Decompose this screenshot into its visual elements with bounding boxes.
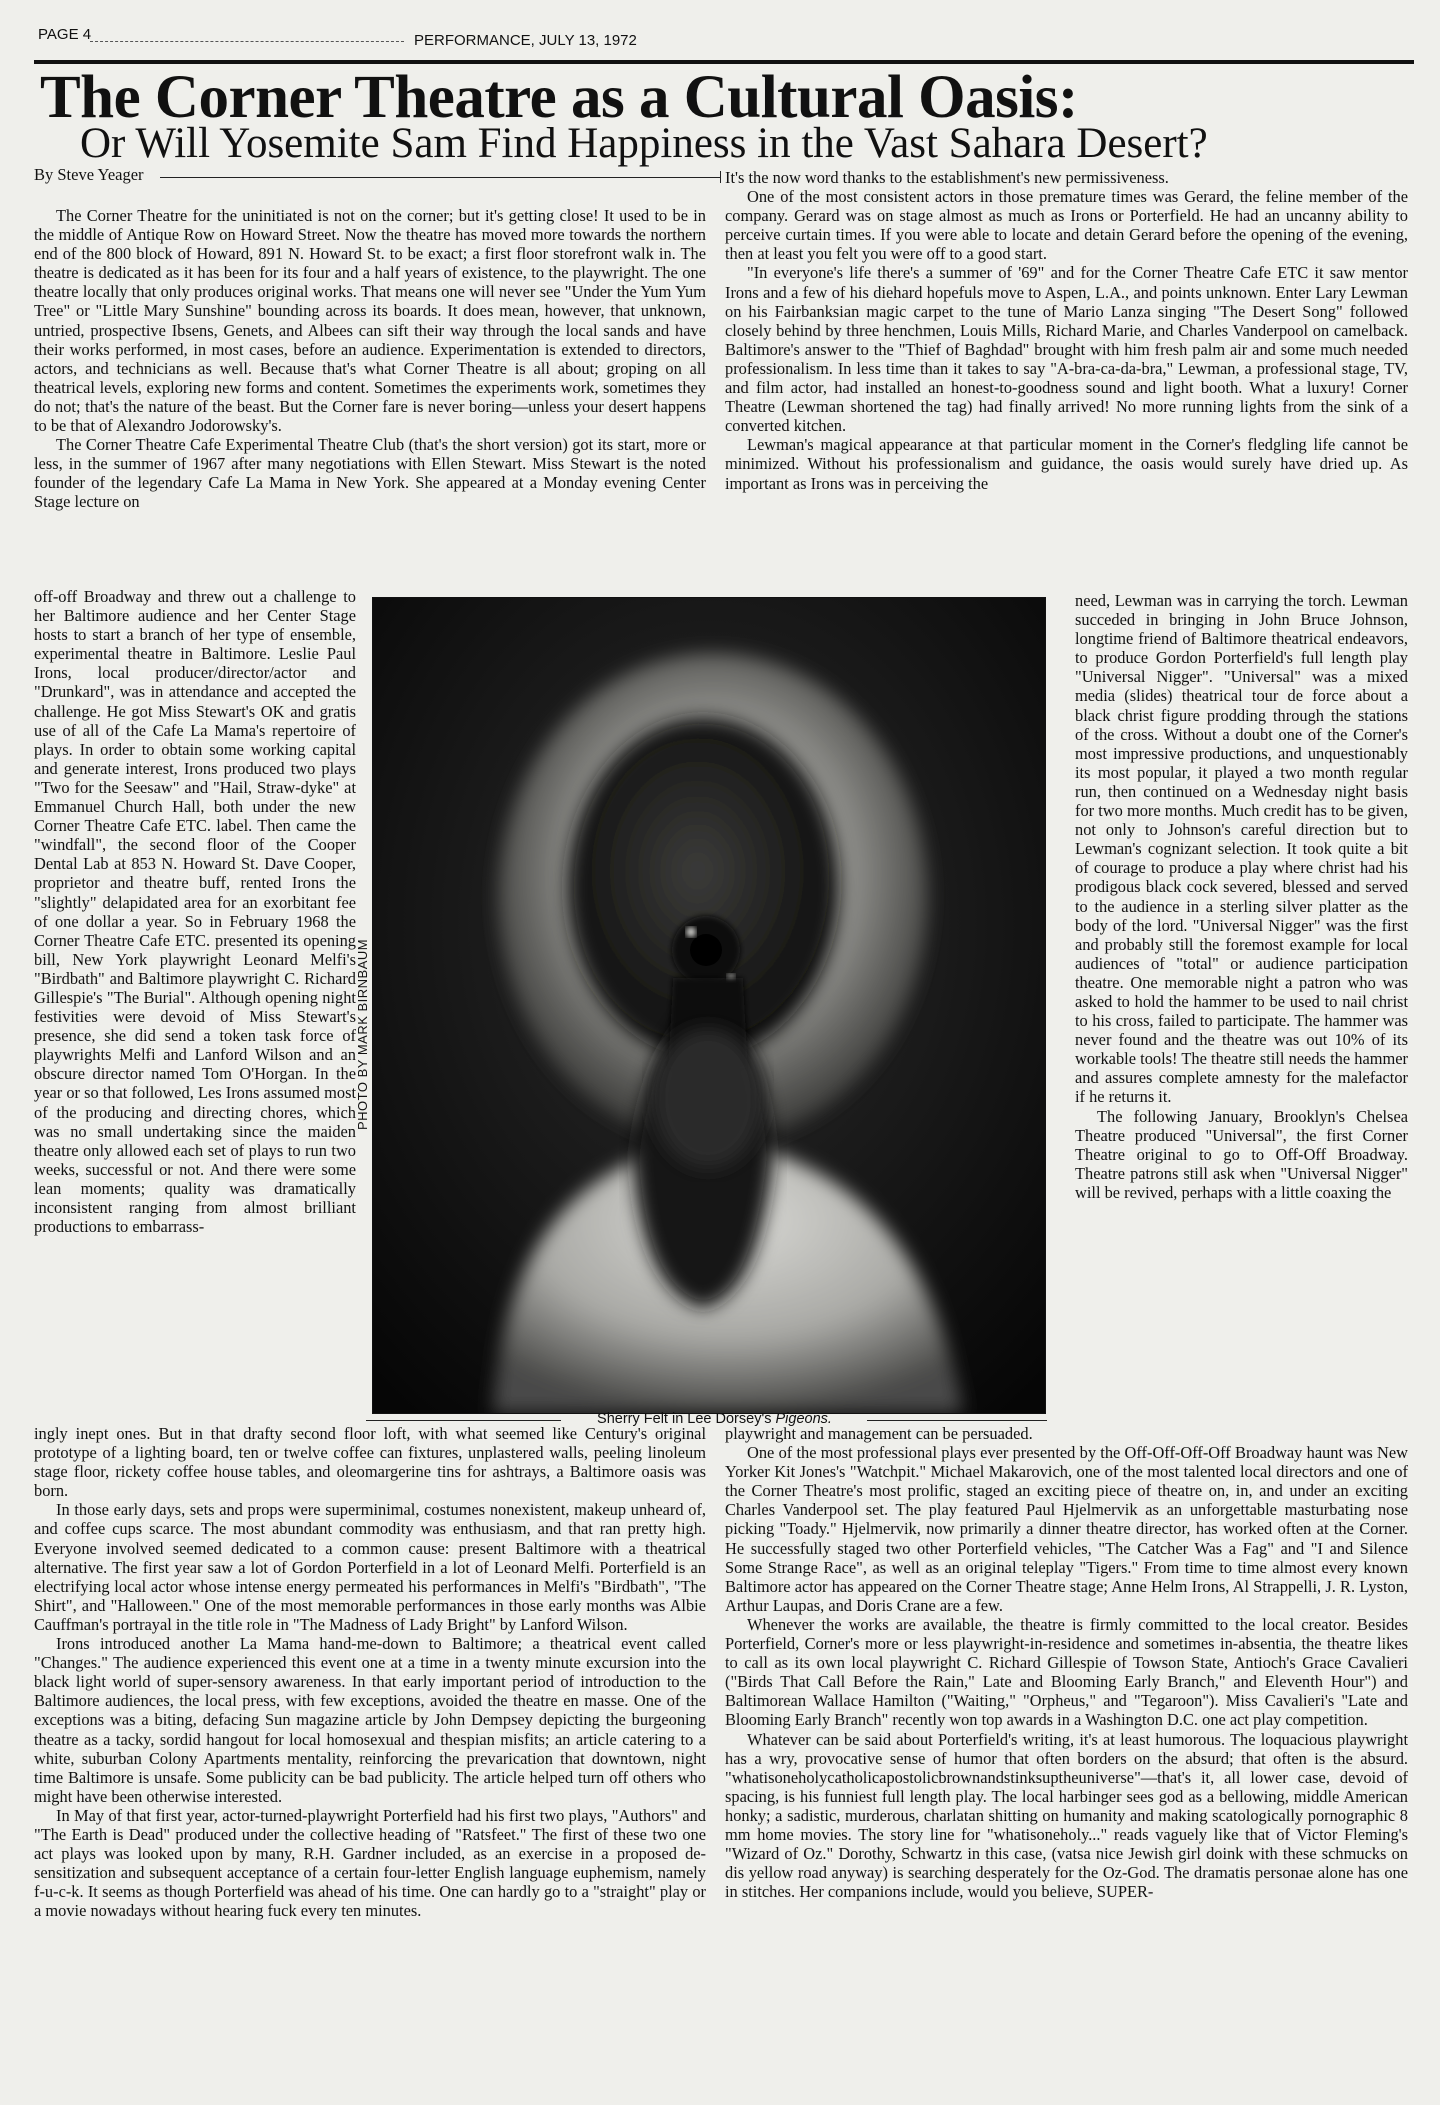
article-paragraph: Whenever the works are available, the theatre is firmly committed to the local creator. Besides Porterfield, Corner's more or less playwright-in-residence and sometimes in-absentia, the theatre likes to call as its own local playwright C. Richard Gillespie of Towson State, Antioch's Grace Cavalieri ("Birds That Call Before the Rain," Late and Blooming Early Branch," and Eleventh Hour") and Baltimorean Wallace Hamilton ("Waiting," "Orpheus," and "Tegaroon"). Miss Cavalieri's "Late and Blooming Early Branch" recently won top awards in a Washington D.C. one act play competition. (725, 1614, 1408, 1730)
column-divider (720, 171, 721, 183)
article-right-bottom (725, 1424, 1408, 1901)
article-paragraph: In May of that first year, actor-turned-playwright Porterfield had his first two plays, "Authors" and "The Earth is Dead" produced under the collective heading of "Ratsfeet." The first of these two one act plays was looked upon by many, R.H. Gardner included, as an exercise in a proposed de-sensitization and subsequent acceptance of a certain four-letter English language euphemism, namely f-u-c-k. It seems as though Porterfield was ahead of his time. One can hardly go to a "straight" play or a movie nowadays without hearing fuck every ten minutes. (34, 1805, 706, 1921)
article-paragraph: One of the most consistent actors in those premature times was Gerard, the feline member of the company. Gerard was on stage almost as much as Irons or Porterfield. He had an uncanny ability to perceive curtain times. If you were able to locate and detain Gerard before the opening of the evening, then at least you felt you were off to a good start. (725, 187, 1408, 264)
byline-rule (160, 177, 720, 178)
photo-woman-aiming-pistol (373, 598, 1045, 1413)
photo-caption (562, 1411, 867, 1427)
subheadline: Or Will Yosemite Sam Find Happiness in the Vast Sahara Desert? (80, 120, 1208, 167)
article-paragraph: The following January, Brooklyn's Chelsea Theatre produced "Universal", the first Corner Theatre original to go to Off-Off Broadway. Theatre patrons still ask when "Universal Nigger" will be revived, perhaps with a little coaxing the (1075, 1106, 1408, 1202)
article-paragraph: One of the most professional plays ever presented by the Off-Off-Off-Off Broadway haunt was New Yorker Kit Jones's "Watchpit." Michael Makarovich, one of the most talented local directors and one of the Corner Theatre's most prolific, staged an exciting piece of theatre on, in, and under an exciting Charles Vanderpool set. The play featured Paul Hjelmervik as an unforgettable masturbating nose picking "Toady." Hjelmervik, now primarily a dinner theatre director, has worked often at the Corner. He successfully staged two other Porterfield vehicles, "The Catcher Was a Fag" and "I and Silence Some Strange Race", as well as an original teleplay "Tigers." From time to time almost every known Baltimore actor has appeared on the Corner Theatre stage; Anne Helm Irons, Al Strappelli, J. R. Lyston, Arthur Laupas, and Doris Crane are a few. (725, 1443, 1408, 1615)
caption-rule-right (867, 1420, 1047, 1421)
article-paragraph: Irons introduced another La Mama hand-me-down to Baltimore; a theatrical event called "Changes." The audience experienced this event one at a time in a twenty minute excursion into the black light world of super-sensory awareness. In that early important period of introduction to the Baltimore audiences, the local press, with few exceptions, avoided the theatre en masse. One of the exceptions was a biting, defacing Sun magazine article by John Dempsey depicting the burgeoning theatre as a tacky, sordid hangout for local homosexual and thespian misfits; an article catering to a white, suburban Colony Apartments mentality, reinforcing the prevarication that downtown, night time Baltimore is unsafe. Some publicity can be bad publicity. The article helped turn off others who might have been otherwise interested. (34, 1634, 706, 1806)
publication-dateline: PERFORMANCE, JULY 13, 1972 (414, 32, 637, 49)
caption-play-title: Pigeons. (775, 1411, 832, 1427)
article-paragraph: "In everyone's life there's a summer of '69" and for the Corner Theatre Cafe ETC it saw mentor Irons and a few of his diehard hopefuls move to Aspen, L.A., and points unknown. Enter Lary Lewman on his Fairbanksian magic carpet to the tune of Mario Lanza singing "The Desert Song" followed closely behind by three henchmen, Louis Mills, Richard Marie, and Charles Vanderpool on camelback. Baltimore's answer to the "Thief of Baghdad" brought with him fresh palm air and some much needed professionalism. In less time than it takes to say "A-bra-ca-da-bra," Lewman, a professional stage, TV, and film actor, had installed an honest-to-goodness sound and light booth. What a luxury! Corner Theatre (Lewman shortened the tag) had finally arrived! No more running lights from the sink of a converted kitchen. (725, 263, 1408, 436)
byline: By Steve Yeager (34, 165, 144, 184)
photo-credit: PHOTO BY MARK BIRNBAUM (355, 938, 370, 1130)
caption-text: Sherry Felt in Lee Dorsey's (597, 1411, 776, 1427)
article-paragraph: need, Lewman was in carrying the torch. Lewman succeded in bringing in John Bruce Johnson, longtime friend of Baltimore theatrical endeavors, to produce Gordon Porterfield's full length play "Universal Nigger". "Universal" was a mixed media (slides) theatrical tour de force about a black christ figure prodding through the stations of the cross. Without a doubt one of the Corner's most impressive productions, and unquestionably its most popular, it played a two month regular run, then continued on a Wednesday night basis for two more months. Much credit has to be given, not only to Johnson's careful direction but to Lewman's cognizant selection. It took quite a bit of courage to produce a play where christ had his prodigous black cock severed, blessed and served to the audience in a sterling silver platter as the body of the lord. "Universal Nigger" was the first and probably still the foremost example for local audiences of "total" or audience participation theatre. One memorable night a patron who was asked to hold the hammer to be used to nail christ to his cross, failed to participate. The hammer was never found and the theatre was out 10% of its workable tools! The theatre still needs the hammer and assures complete amnesty for the malefactor if he returns it. (1075, 591, 1408, 1107)
article-paragraph: off-off Broadway and threw out a challenge to her Baltimore audience and her Center Stage hosts to start a branch of her type of ensemble, experimental theatre in Baltimore. Leslie Paul Irons, local producer/director/actor and "Drunkard", was in attendance and accepted the challenge. He got Miss Stewart's OK and gratis use of all of the Cafe La Mama's repertoire of plays. In order to obtain some working capital and generate interest, Irons produced two plays "Two for the Seesaw" and "Hail, Straw-dyke" at Emmanuel Church Hall, both under the new Corner Theatre Cafe ETC. label. Then came the "windfall", the second floor of the Cooper Dental Lab at 853 N. Howard St. Dave Cooper, proprietor and theatre buff, rented Irons the "slightly" delapidated area for an exorbitant fee of one dollar a year. So in February 1968 the Corner Theatre Cafe ETC. presented its opening bill, New York playwright Leonard Melfi's "Birdbath" and Baltimore playwright C. Richard Gillespie's "The Burial". Although opening night festivities were devoid of Miss Stewart's presence, she did send a token task force of playwrights Melfi and Lanford Wilson and an obscure director named Tom O'Horgan. In the year or so that followed, Les Irons assumed most of the producing and directing chores, which was no small undertaking since the maiden theatre only allowed each set of plays to run two weeks, successful or not. And there were some lean moments; quality was dramatically inconsistent ranging from almost brilliant productions to embarrass- (34, 587, 356, 1237)
article-paragraph: The Corner Theatre for the uninitiated is not on the corner; but it's getting close! It used to be in the middle of Antique Row on Howard Street. Now the theatre has moved more towards the northern end of the 800 block of Howard, 891 N. Howard St. to be exact; a first floor storefront walk in. The theatre is dedicated as it has been for its four and a half years of existence, to the playwright. The one theatre locally that only produces original works. That means one will never see "Under the Yum Yum Tree" or "Little Mary Sunshine" bounding across its boards. It does mean, however, that unknown, untried, prospective Ibsens, Genets, and Albees can sift their way through the local sands and have their works performed, in most cases, before an audience. Experimentation is extended to directors, actors, and technicians as well. Because that's what Corner Theatre is all about; groping on all theatrical levels, exploring new forms and content. Sometimes the experiments work, sometimes they do not; that's the nature of the beast. But the Corner fare is never boring—unless your desert happens to be that of Alexandro Jodorowsky's. (34, 206, 706, 436)
article-paragraph: Whatever can be said about Porterfield's writing, it's at least humorous. The loquacious playwright has a wry, provocative sense of humor that often borders on the absurd; that often is the absurd. "whatisoneholycatholicapostolicbrownandstinksuptheuniverse"—that's it, all lower case, devoid of spacing, is his funniest full length play. The local harbinger sees god as a bellowing, middle American honky; a sadistic, murderous, charlatan shitting on humanity and making scatologically pornographic 8 mm home movies. The story line for "whatisoneholy..." reads vaguely like that of Victor Fleming's "Wizard of Oz." Dorothy, Schwartz in this case, (vatsa nice Jewish girl doink with these schmucks on dis yellow road anyway) is searching desperately for the Oz-God. The dramatis personae alone has one in stitches. Her companions include, would you believe, SUPER- (725, 1729, 1408, 1902)
article-paragraph: In those early days, sets and props were superminimal, costumes nonexistent, makeup unheard of, and coffee cups scarce. The most abundant commodity was enthusiasm, and that ran pretty high. Everyone involved seemed dedicated to a common cause: present Baltimore with a theatrical alternative. The first year saw a lot of Gordon Porterfield in a lot of Leonard Melfi. Porterfield is an electrifying local actor whose intense energy permeated his performances in Melfi's "Birdbath", "The Shirt", and "Halloween." One of the most memorable performances in those early months was Albie Cauffman's portrayal in the title role in "The Madness of Lady Bright" by Lanford Wilson. (34, 1500, 706, 1634)
article-paragraph: Lewman's magical appearance at that particular moment in the Corner's fledgling life cannot be minimized. Without his professionalism and guidance, the oasis would surely have dried up. As important as Irons was in perceiving the (725, 435, 1408, 493)
article-right-top (725, 168, 1408, 493)
headline: The Corner Theatre as a Cultural Oasis: (40, 64, 1078, 131)
article-left-top (34, 206, 706, 512)
article-right-narrow (1075, 591, 1408, 1202)
article-paragraph: The Corner Theatre Cafe Experimental Theatre Club (that's the short version) got its start, more or less, in the summer of 1967 after many negotiations with Ellen Stewart. Miss Stewart is the noted founder of the legendary Cafe La Mama in New York. She appeared at a Monday evening Center Stage lecture on (34, 435, 706, 512)
article-paragraph: ingly inept ones. But in that drafty second floor loft, with what seemed like Century's original prototype of a lighting board, ten or twelve coffee can fixtures, unplastered walls, peeling linoleum stage floor, rickety coffee house tables, and oleomargerine tins for ashtrays, a Baltimore oasis was born. (34, 1424, 706, 1501)
folio-dashed-rule (90, 41, 404, 42)
article-paragraph: It's the now word thanks to the establishment's new permissiveness. (725, 168, 1169, 187)
page-number: PAGE 4 (38, 26, 92, 43)
article-left-narrow (34, 587, 356, 1236)
article-left-bottom (34, 1424, 706, 1920)
article-photo (372, 597, 1046, 1414)
caption-rule-left (366, 1420, 561, 1421)
article-paragraph: playwright and management can be persuaded. (725, 1424, 1033, 1443)
